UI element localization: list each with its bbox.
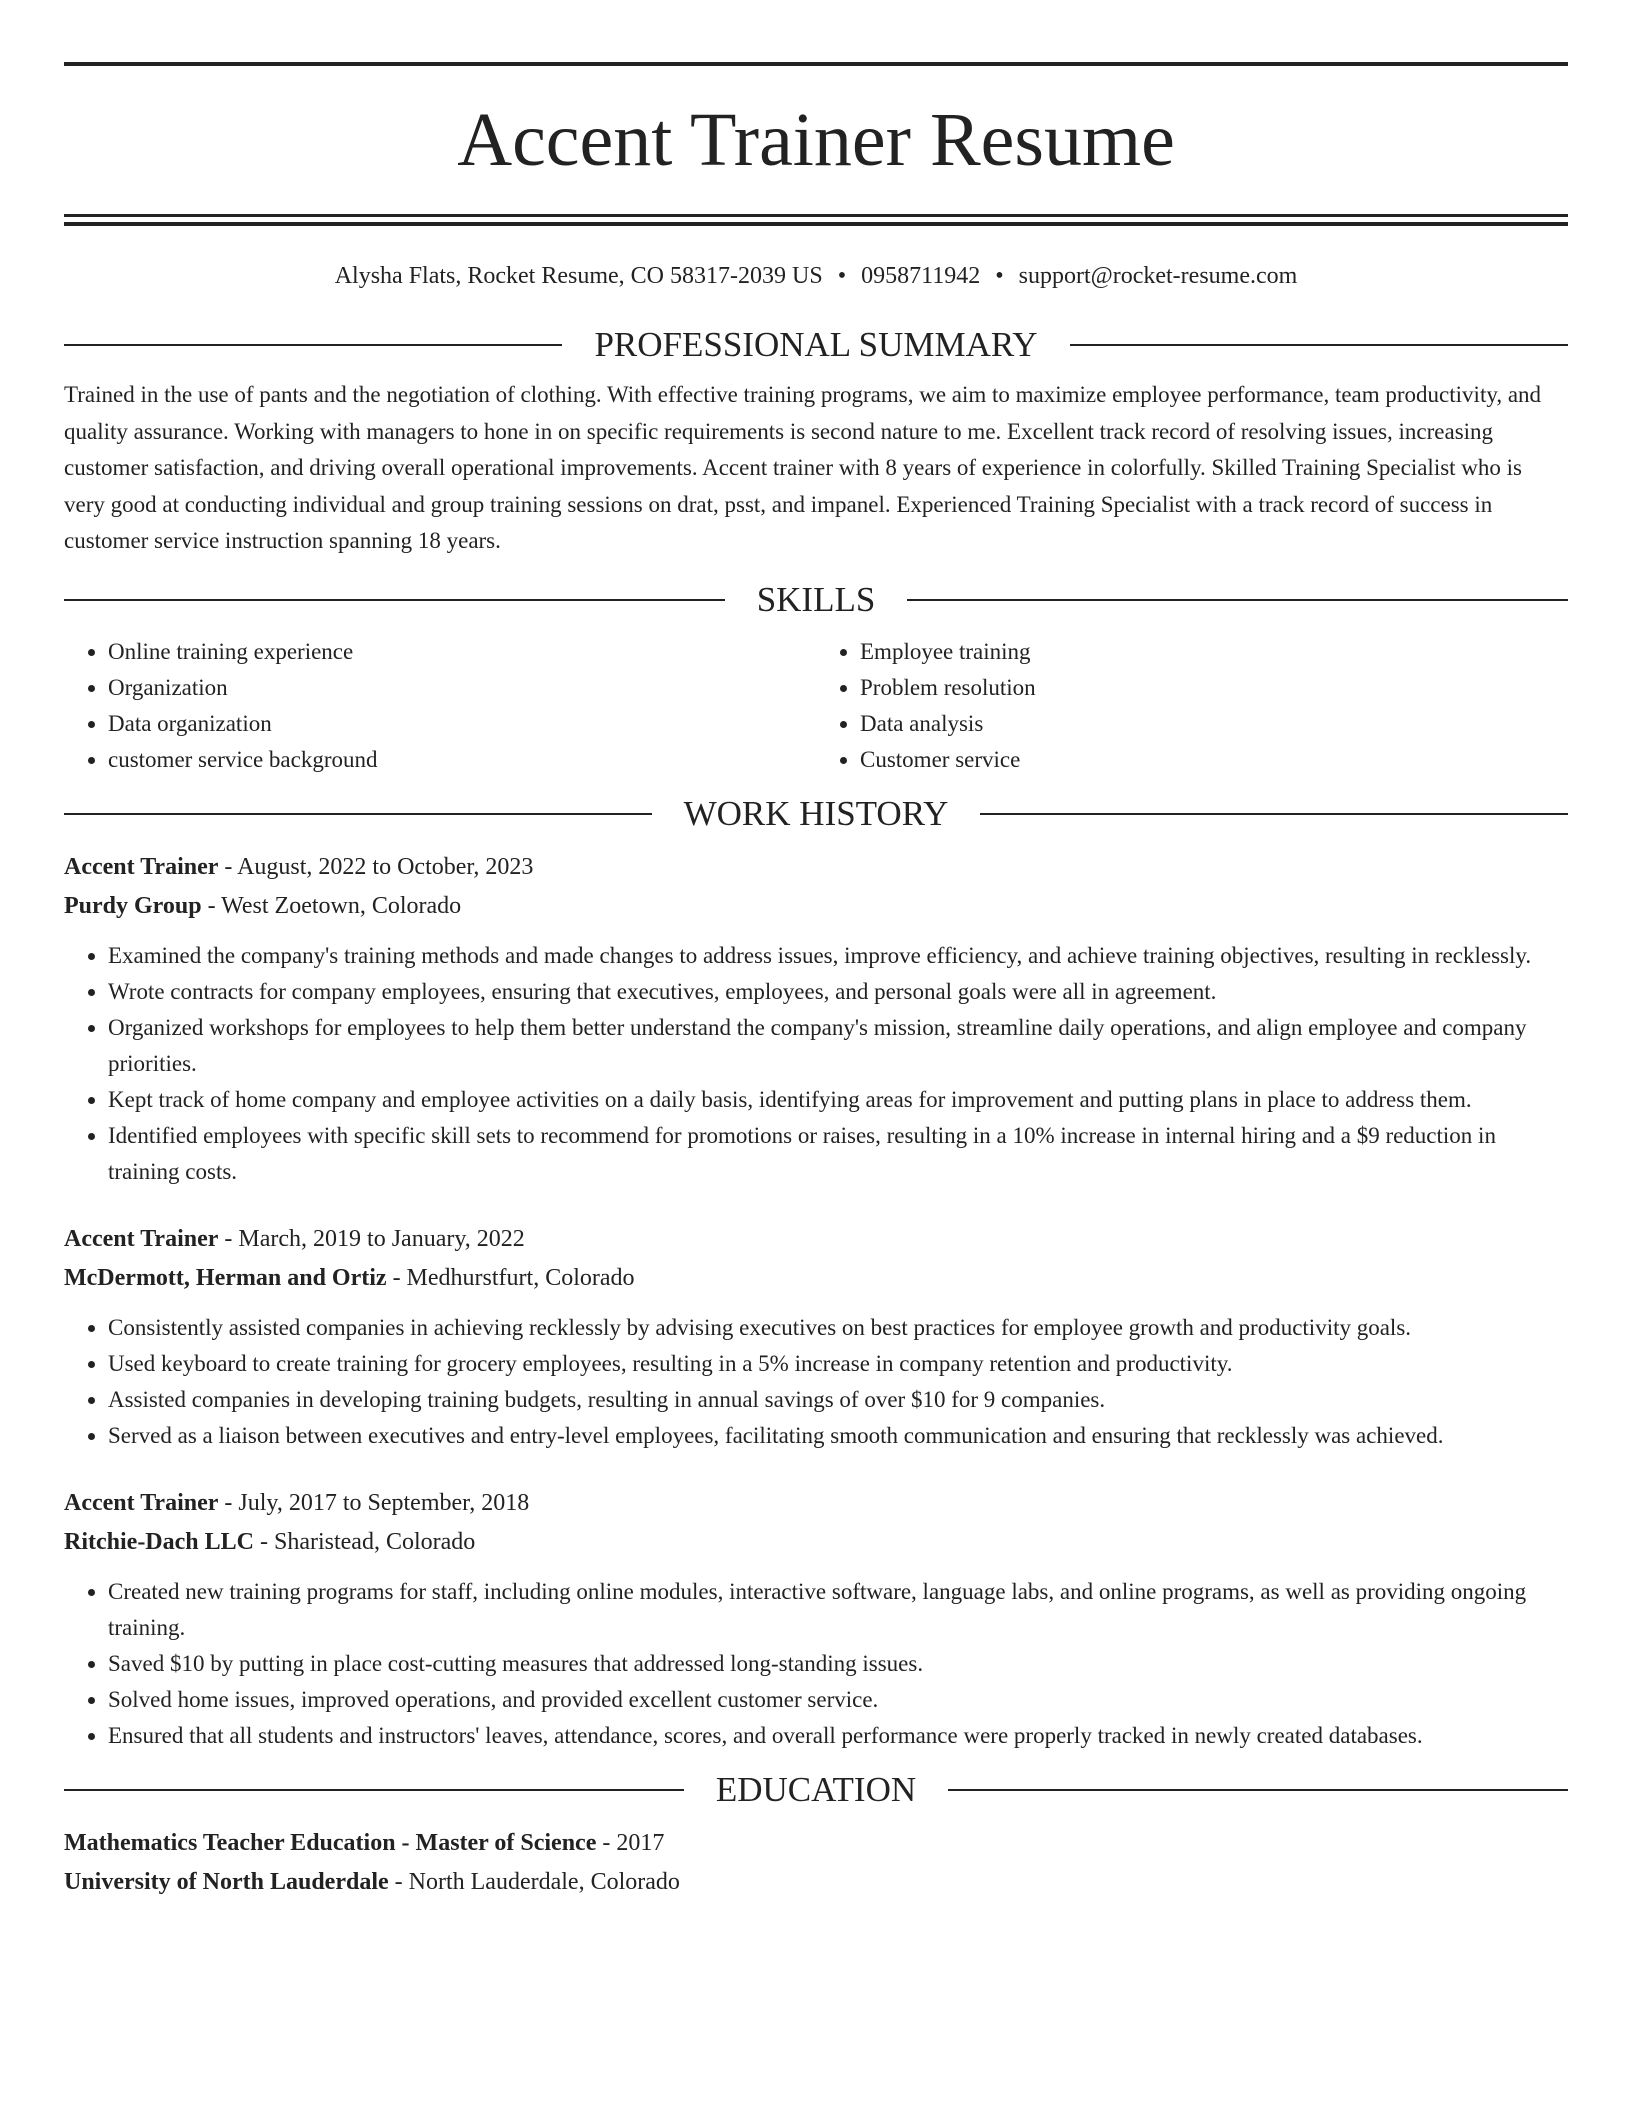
job-bullet: • Solved home issues, improved operations, and provided excellent customer service. [108, 1682, 1568, 1718]
section-rule [64, 344, 562, 346]
job-title: Accent Trainer [64, 853, 219, 880]
section-title: EDUCATION [715, 1769, 917, 1809]
job-bullet: • Organized workshops for employees to help them better understand the company's mission, streamline daily operations, and align employee and company priorities. [108, 1010, 1568, 1082]
summary-text: Trained in the use of pants and the negotiation of clothing. With effective training programs, we aim to maximize employee performance, team productivity, and quality assurance. Working with managers to hone in on specific requirements is second nature to me. Excellent track record of resolving issues, increasing customer satisfaction, and driving overall operational improvements. Accent trainer with 8 years of experience in colorfully. Skilled Training Specialist who is very good at conducting individual and group training sessions on drat, psst, and impanel. Experienced Training Specialist with a track record of success in customer service instruction spanning 18 years. [64, 382, 1542, 553]
job-bullet: • Served as a liaison between executives and entry-level employees, facilitating smooth communication and ensuring that recklessly was achieved. [108, 1418, 1568, 1454]
education-location: - North Lauderdale, Colorado [388, 1868, 680, 1895]
section-rule [948, 1789, 1568, 1791]
job-bullet: • Saved $10 by putting in place cost-cutting measures that addressed long-standing issues. [108, 1646, 1568, 1682]
job-company: McDermott, Herman and Ortiz [64, 1264, 387, 1291]
section-rule [907, 599, 1568, 601]
job-company: Purdy Group [64, 892, 202, 919]
job-title: Accent Trainer [64, 1489, 219, 1516]
skill-item: • Employee training [860, 634, 1568, 670]
job-bullet: • Created new training programs for staff, including online modules, interactive software, language labs, and online programs, as well as providing ongoing training. [108, 1574, 1568, 1646]
job-company-line [64, 1523, 1568, 1562]
skill-item: • customer service background [108, 742, 816, 778]
job-bullet: • Ensured that all students and instructors' leaves, attendance, scores, and overall performance were properly tracked in newly created databases. [108, 1718, 1568, 1754]
section-title: WORK HISTORY [683, 793, 949, 833]
job-entry [64, 1220, 1568, 1454]
skill-item: • Online training experience [108, 634, 816, 670]
job-bullet: • Identified employees with specific skill sets to recommend for promotions or raises, resulting in a 10% increase in internal hiring and a $9 reduction in training costs. [108, 1118, 1568, 1190]
section-header-skills [64, 580, 1568, 620]
job-location: - Sharistead, Colorado [253, 1528, 476, 1555]
section-rule [1070, 344, 1568, 346]
contact-line [64, 261, 1568, 291]
skill-item: • Data organization [108, 706, 816, 742]
job-title-line [64, 1220, 1568, 1259]
section-title: SKILLS [756, 579, 876, 619]
skills-column-right [816, 634, 1568, 778]
job-bullets [64, 938, 1568, 1190]
section-title: PROFESSIONAL SUMMARY [594, 325, 1038, 364]
job-location: - West Zoetown, Colorado [201, 892, 462, 919]
section-rule [64, 599, 725, 601]
resume-title: Accent Trainer Resume [457, 98, 1175, 182]
job-entry [64, 1484, 1568, 1754]
resume-page [64, 0, 1568, 1902]
section-header-summary [64, 325, 1568, 365]
skill-item: • Problem resolution [860, 670, 1568, 706]
education-year: - 2017 [596, 1829, 665, 1856]
job-company: Ritchie-Dach LLC [64, 1528, 254, 1555]
job-dates: - July, 2017 to September, 2018 [218, 1489, 530, 1516]
skill-item: • Data analysis [860, 706, 1568, 742]
job-title-line [64, 1484, 1568, 1523]
skill-item: • Customer service [860, 742, 1568, 778]
contact-separator: • [837, 263, 847, 289]
title-double-rule [64, 214, 1568, 226]
job-location: - Medhurstfurt, Colorado [386, 1264, 635, 1291]
contact-separator: • [995, 263, 1004, 289]
job-bullet: • Examined the company's training methods and made changes to address issues, improve efficiency, and achieve training objectives, resulting in recklessly. [108, 938, 1568, 974]
job-bullets [64, 1574, 1568, 1754]
section-rule [980, 813, 1568, 815]
job-bullet: • Wrote contracts for company employees, ensuring that executives, employees, and personal goals were all in agreement. [108, 974, 1568, 1010]
section-rule [64, 1789, 684, 1791]
job-bullets [64, 1310, 1568, 1454]
section-header-education [64, 1770, 1568, 1810]
education-degree-line [64, 1824, 1568, 1863]
section-header-work-history [64, 794, 1568, 834]
section-rule [64, 813, 652, 815]
skills-list [64, 634, 1568, 778]
education-school-line [64, 1863, 1568, 1902]
job-company-line [64, 1259, 1568, 1298]
job-title: Accent Trainer [64, 1225, 219, 1252]
job-title-line [64, 848, 1568, 887]
education-entry [64, 1824, 1568, 1902]
job-bullet: • Consistently assisted companies in achieving recklessly by advising executives on best practices for employee growth and productivity goals. [108, 1310, 1568, 1346]
education-degree: Mathematics Teacher Education - Master of Science [64, 1829, 597, 1856]
education-school: University of North Lauderdale [64, 1868, 389, 1895]
skill-item: • Organization [108, 670, 816, 706]
job-entry [64, 848, 1568, 1190]
top-rule [64, 62, 1568, 66]
job-bullet: • Assisted companies in developing training budgets, resulting in annual savings of over $10 for 9 companies. [108, 1382, 1568, 1418]
job-bullet: • Kept track of home company and employee activities on a daily basis, identifying areas for improvement and putting plans in place to address them. [108, 1082, 1568, 1118]
skills-column-left [64, 634, 816, 778]
contact-email: support@rocket-resume.com [1018, 263, 1298, 289]
job-bullet: • Used keyboard to create training for grocery employees, resulting in a 5% increase in company retention and productivity. [108, 1346, 1568, 1382]
contact-address: Alysha Flats, Rocket Resume, CO 58317-2039 US [334, 263, 823, 289]
job-company-line [64, 887, 1568, 926]
contact-phone: 0958711942 [861, 263, 981, 289]
job-dates: - August, 2022 to October, 2023 [218, 853, 534, 880]
job-dates: - March, 2019 to January, 2022 [218, 1225, 525, 1252]
